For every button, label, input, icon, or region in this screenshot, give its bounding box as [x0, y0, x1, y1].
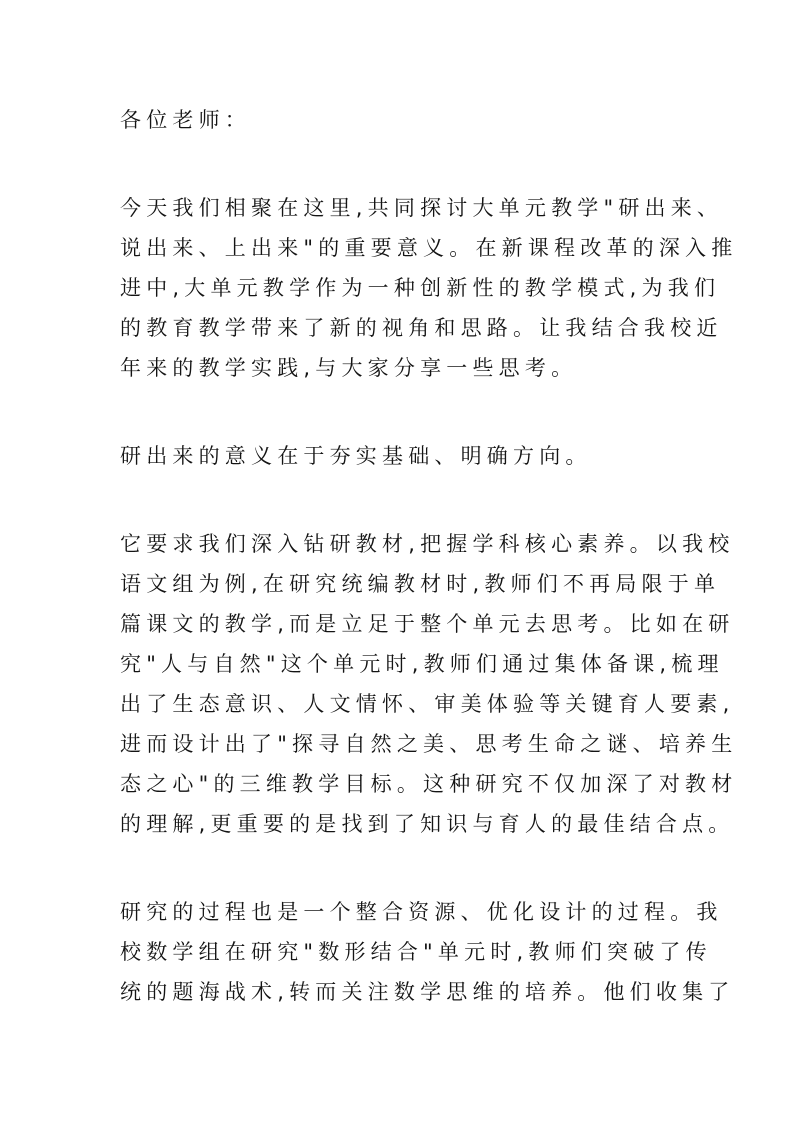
paragraph-intro — [120, 188, 738, 388]
text-line: 态之心"的三维教学目标。这种研究不仅加深了对教材 — [120, 772, 738, 796]
text-line: 年来的教学实践,与大家分享一些思考。 — [120, 356, 578, 380]
text-line: 语文组为例,在研究统编教材时,教师们不再局限于单 — [120, 572, 721, 596]
text-line: 它要求我们深入钻研教材,把握学科核心素养。以我校 — [120, 532, 735, 556]
paragraph-section-heading — [120, 436, 680, 476]
text-line: 篇课文的教学,而是立足于整个单元去思考。比如在研 — [120, 612, 735, 636]
greeting: 各位老师： — [120, 108, 251, 132]
text-line: 校数学组在研究"数形结合"单元时,教师们突破了传 — [120, 940, 712, 964]
text-line: 说出来、上出来"的重要意义。在新课程改革的深入推 — [120, 236, 738, 260]
text-line: 究"人与自然"这个单元时,教师们通过集体备课,梳理 — [120, 652, 724, 676]
text-line: 进中,大单元教学作为一种创新性的教学模式,为我们 — [120, 276, 721, 300]
document-body — [120, 100, 738, 1012]
section-heading: 研出来的意义在于夯实基础、明确方向。 — [120, 444, 592, 468]
text-line: 进而设计出了"探寻自然之美、思考生命之谜、培养生 — [120, 732, 738, 756]
paragraph-spacer — [120, 476, 680, 524]
text-line: 的教育教学带来了新的视角和思路。让我结合我校近 — [120, 316, 723, 340]
paragraph-spacer — [120, 844, 680, 892]
text-line: 今天我们相聚在这里,共同探讨大单元教学"研出来、 — [120, 196, 724, 220]
paragraph-math-group-example — [120, 892, 735, 1012]
paragraph-spacer — [120, 140, 680, 188]
text-line: 出了生态意识、人文情怀、审美体验等关键育人要素, — [120, 692, 735, 716]
text-line: 研究的过程也是一个整合资源、优化设计的过程。我 — [120, 900, 723, 924]
paragraph-chinese-group-example — [120, 524, 738, 844]
text-line: 统的题海战术,转而关注数学思维的培养。他们收集了 — [120, 980, 735, 1004]
text-line: 的理解,更重要的是找到了知识与育人的最佳结合点。 — [120, 812, 735, 836]
paragraph-spacer — [120, 388, 680, 436]
